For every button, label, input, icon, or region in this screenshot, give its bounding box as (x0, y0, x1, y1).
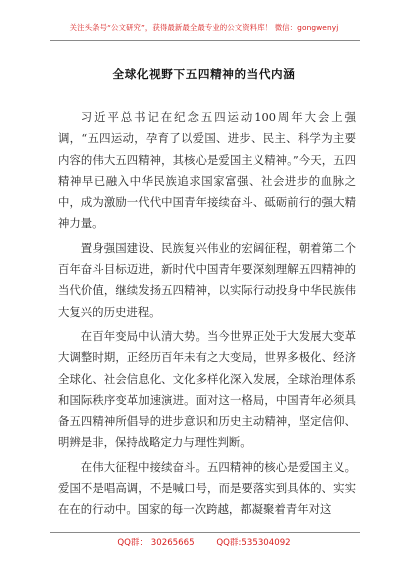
paragraph: 在伟大征程中接续奋斗。五四精神的核心是爱国主义。爱国不是唱高调，不是喊口号，而是要落实到具体的、实实在在的行动中。国家的每一次跨越，都凝聚着青年对这 (58, 459, 356, 517)
footer-divider (50, 532, 360, 533)
footer-contact: QQ群： 30265665 QQ群:535304092 (117, 538, 291, 548)
header-notice: 关注头条号“公文研究”，获得最新最全最专业的公文资料库！ 微信：gongwenyj (69, 23, 339, 32)
document-title: 全球化视野下五四精神的当代内涵 (112, 67, 296, 81)
document-body (58, 107, 356, 524)
header-divider (50, 40, 360, 41)
paragraph: 习近平总书记在纪念五四运动100周年大会上强调，“五四运动，孕育了以爱国、进步、民主、科学为主要内容的伟大五四精神，其核心是爱国主义精神。”今天，五四精神早已融入中华民族追求国家富强、社会进步的血脉之中，成为激励一代代中国青年接续奋斗、砥砺前行的强大精神力量。 (58, 110, 356, 231)
paragraph: 置身强国建设、民族复兴伟业的宏阔征程，朝着第二个百年奋斗目标迈进，新时代中国青年要深刻理解五四精神的当代价值，继续发扬五四精神，以实际行动投身中华民族伟大复兴的历史进程。 (58, 240, 356, 319)
paragraph: 在百年变局中认清大势。当今世界正处于大发展大变革大调整时期，正经历百年未有之大变局，世界多极化、经济全球化、社会信息化、文化多样化深入发展，全球治理体系和国际秩序变革加速演进。面对这一格局，中国青年必须具备五四精神所倡导的进步意识和历史主动精神，坚定信仰、明辨是非，保持战略定力与理性判断。 (58, 328, 356, 450)
